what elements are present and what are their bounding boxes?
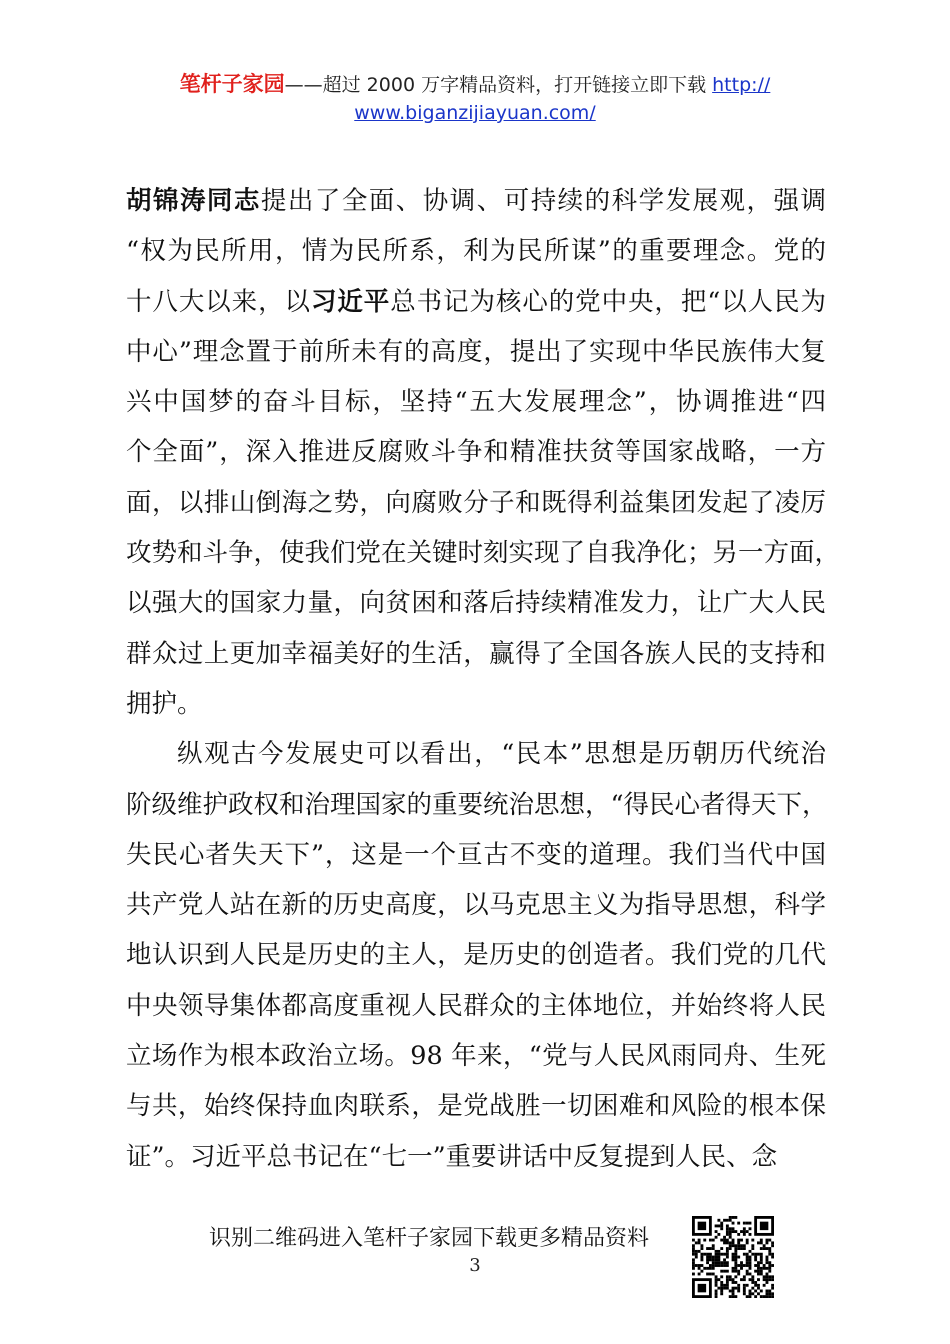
text-segment: 地认识到人民是历史的主人，是历史的创造者。我们党的几代 bbox=[126, 940, 826, 971]
header-tagline: ——超过 2000 万字精品资料，打开链接立即下载 bbox=[284, 74, 713, 96]
text-line bbox=[126, 176, 826, 226]
website-link-part2[interactable]: www.biganzijiayuan.com/ bbox=[354, 102, 596, 124]
text-segment: 总书记为核心的党中央，把“以人民为 bbox=[390, 286, 826, 317]
page-header bbox=[0, 70, 950, 127]
text-segment: 纵观古今发展史可以看出，“民本”思想是历朝历代统治 bbox=[177, 739, 826, 770]
text-segment: 证”。习近平总书记在“七一”重要讲话中反复提到人民、念 bbox=[126, 1141, 778, 1172]
text-line bbox=[126, 679, 826, 729]
document-body bbox=[126, 176, 841, 1182]
header-line-1 bbox=[0, 70, 950, 99]
text-segment: 群众过上更加幸福美好的生活，赢得了全国各族人民的支持和 bbox=[126, 638, 826, 669]
text-segment: 攻势和斗争，使我们党在关键时刻实现了自我净化；另一方面， bbox=[126, 538, 841, 569]
text-segment: “权为民所用，情为民所系，利为民所谋”的重要理念。党的 bbox=[126, 236, 826, 267]
bold-name: 胡锦涛同志 bbox=[126, 186, 261, 216]
text-line bbox=[126, 1132, 826, 1182]
text-line bbox=[126, 327, 826, 377]
text-line bbox=[126, 1081, 826, 1131]
text-line bbox=[126, 478, 826, 528]
header-line-2 bbox=[0, 99, 950, 127]
text-line bbox=[126, 880, 826, 930]
text-segment: 十八大以来，以 bbox=[126, 286, 311, 317]
text-segment: 拥护。 bbox=[126, 688, 203, 719]
brand-name: 笔杆子家园 bbox=[179, 72, 285, 96]
text-segment: 个全面”，深入推进反腐败斗争和精准扶贫等国家战略，一方 bbox=[126, 437, 826, 468]
page-number: 3 bbox=[469, 1255, 481, 1276]
bold-name: 习近平 bbox=[310, 286, 391, 317]
text-line bbox=[126, 729, 826, 779]
text-segment: 兴中国梦的奋斗目标，坚持“五大发展理念”，协调推进“四 bbox=[126, 387, 826, 418]
text-line bbox=[126, 377, 826, 427]
text-line bbox=[126, 578, 826, 628]
text-line bbox=[126, 981, 826, 1031]
text-segment: 中央领导集体都高度重视人民群众的主体地位，并始终将人民 bbox=[126, 990, 826, 1021]
text-segment: 以强大的国家力量，向贫困和落后持续精准发力，让广大人民 bbox=[126, 588, 826, 619]
text-line bbox=[126, 427, 826, 477]
text-segment: 中心”理念置于前所未有的高度，提出了实现中华民族伟大复 bbox=[126, 336, 826, 367]
text-segment: 共产党人站在新的历史高度，以马克思主义为指导思想，科学 bbox=[126, 890, 826, 921]
text-line bbox=[126, 780, 826, 830]
footer-qr-caption: 识别二维码进入笔杆子家园下载更多精品资料 bbox=[208, 1226, 649, 1251]
text-segment: 面，以排山倒海之势，向腐败分子和既得利益集团发起了凌厉 bbox=[126, 487, 826, 518]
text-line bbox=[126, 277, 826, 327]
paragraph bbox=[126, 176, 841, 729]
text-segment: 与共，始终保持血肉联系，是党战胜一切困难和风险的根本保 bbox=[126, 1091, 826, 1122]
website-link-part1[interactable]: http:// bbox=[712, 74, 771, 96]
text-line bbox=[126, 830, 826, 880]
text-segment: 失民心者失天下”，这是一个亘古不变的道理。我们当代中国 bbox=[126, 839, 826, 870]
text-line bbox=[126, 528, 841, 578]
paragraph bbox=[126, 729, 826, 1182]
qr-code-icon[interactable] bbox=[692, 1216, 774, 1298]
text-segment: 提出了全面、协调、可持续的科学发展观，强调 bbox=[260, 186, 826, 216]
text-line bbox=[126, 930, 826, 980]
text-segment: 阶级维护政权和治理国家的重要统治思想，“得民心者得天下， bbox=[126, 789, 828, 820]
text-segment: 立场作为根本政治立场。98 年来，“党与人民风雨同舟、生死 bbox=[126, 1041, 826, 1072]
text-line bbox=[126, 629, 826, 679]
text-line bbox=[126, 226, 826, 276]
text-line bbox=[126, 1031, 826, 1081]
